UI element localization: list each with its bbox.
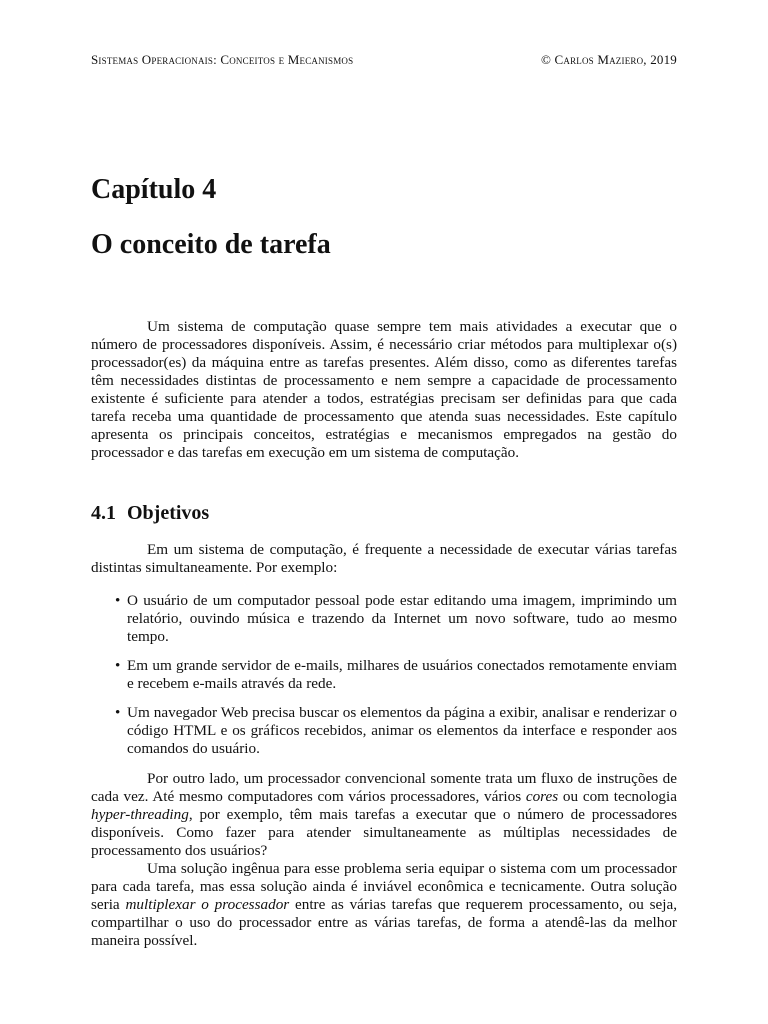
list-item <box>115 657 677 693</box>
book-title: Sistemas Operacionais: Conceitos e Mecanismos <box>91 52 354 67</box>
paragraph-2-text-a: Por outro lado, um processador convencional somente trata um fluxo de instruções de cada vez. Até mesmo computadores com vários processadores, vários <box>91 770 677 805</box>
section-paragraph-1 <box>91 541 677 577</box>
closing-paragraphs <box>91 770 677 950</box>
bullet-icon: • <box>115 704 121 721</box>
chapter-label: Capítulo 4 <box>91 174 217 205</box>
intro-paragraph-text: Um sistema de computação quase sempre tem mais atividades a executar que o número de processadores disponíveis. Assim, é necessário criar métodos para multiplexar o(s) processador(es) da máquina entre as tarefas presentes. Além disso, como as diferentes tarefas têm necessidades distintas de processamento e nem sempre a capacidade de processamento existente é suficiente para atender a todos, estratégias precisam ser definidas para que cada tarefa receba uma quantidade de processamento que atenda suas necessidades. Este capítulo apresenta os principais conceitos, estratégias e mecanismos empregados na gestão do processador e das tarefas em execução em um sistema de computação. <box>91 318 677 461</box>
copyright-notice: © Carlos Maziero, 2019 <box>540 52 677 67</box>
chapter-title: O conceito de tarefa <box>91 229 331 260</box>
section-paragraph-2 <box>91 770 677 860</box>
paragraph-2-text-c: , por exemplo, têm mais tarefas a executar que o número de processadores disponíveis. Como fazer para atender simultaneamente as múltiplas necessidades de processamento dos usuários? <box>91 806 677 859</box>
section-heading <box>91 502 209 525</box>
intro-paragraph <box>91 318 677 462</box>
bullet-icon: • <box>115 657 121 674</box>
list-item-text: Um navegador Web precisa buscar os elementos da página a exibir, analisar e renderizar o código HTML e os gráficos recebidos, animar os elementos da interface e responder aos comandos do usuário. <box>127 704 677 757</box>
running-header <box>91 52 677 68</box>
section-paragraph-1-text: Em um sistema de computação, é frequente a necessidade de executar várias tarefas distintas simultaneamente. Por exemplo: <box>91 541 677 576</box>
paragraph-3-text-b: entre as várias tarefas que requerem processamento, ou seja, compartilhar o uso do processador entre as várias tarefas, de forma a atendê-las da melhor maneira possível. <box>91 896 677 949</box>
list-item-text: O usuário de um computador pessoal pode estar editando uma imagem, imprimindo um relatório, ouvindo música e trazendo da Internet um novo software, tudo ao mesmo tempo. <box>127 592 677 645</box>
paragraph-3-text-a: Uma solução ingênua para esse problema seria equipar o sistema com um processador para cada tarefa, mas essa solução ainda é inviável econômica e tecnicamente. Outra solução seria <box>91 860 677 913</box>
paragraph-2-text-b: ou com tecnologia <box>558 788 677 805</box>
section-title: Objetivos <box>127 502 210 524</box>
list-item-text: Em um grande servidor de e-mails, milhares de usuários conectados remotamente enviam e recebem e-mails através da rede. <box>127 657 677 692</box>
list-item <box>115 704 677 758</box>
emphasis-hyper-threading: hyper-threading <box>91 806 189 823</box>
emphasis-cores: cores <box>525 788 559 805</box>
bullet-icon: • <box>115 592 121 609</box>
section-number: 4.1 <box>91 502 116 524</box>
emphasis-multiplexar: multiplexar o processador <box>125 896 290 913</box>
document-page <box>91 0 677 1024</box>
list-item <box>115 592 677 646</box>
section-paragraph-3 <box>91 860 677 950</box>
